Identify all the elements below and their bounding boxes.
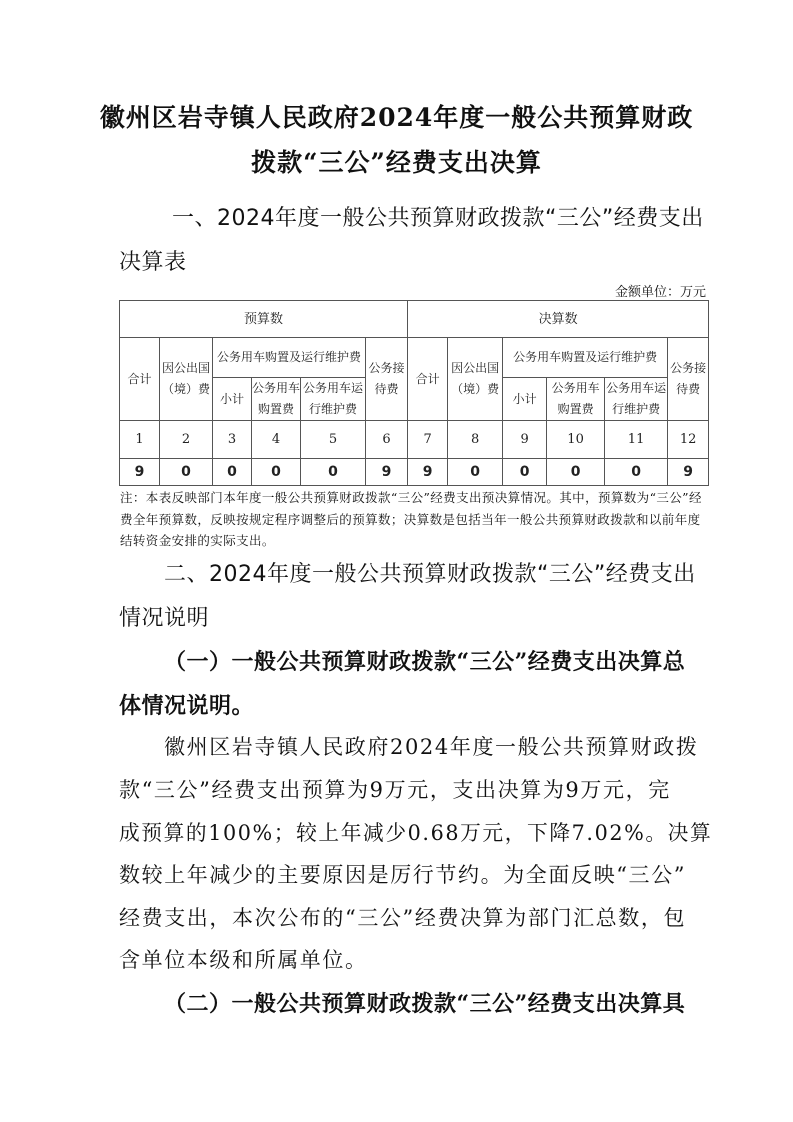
header-budget-operation-line-2: 行维护费	[308, 402, 357, 416]
section-2-heading-line-2: 情况说明	[119, 606, 210, 631]
header-final-purchase-line-2: 购置费	[557, 402, 594, 416]
paragraph-line: 徽州区岩寺镇人民政府2024年度一般公共预算财政拨	[164, 735, 699, 759]
paragraph-line: 含单位本级和所属单位。	[119, 948, 368, 972]
header-final-operation-line-1: 公务用车运	[606, 381, 667, 395]
header-final-abroad-line-2: （境）费	[451, 382, 500, 396]
header-budget-purchase-line-1: 公务用车	[252, 381, 301, 395]
column-number: 11	[605, 421, 668, 459]
header-final-abroad	[448, 338, 503, 421]
header-final-operation	[605, 378, 668, 421]
table-note: 注：本表反映部门本年度一般公共预算财政拨款“三公”经费支出预决算情况。其中，预算数为“三公”经费全年预算数，反映按规定程序调整后的预算数；决算数是包括当年一般公共预算财政拨款和以前年度结转资金安排的实际支出。	[120, 490, 702, 548]
header-final-reception	[668, 338, 709, 421]
header-budget-total: 合计	[120, 338, 160, 421]
header-budget-reception-line-2: 待费	[374, 382, 399, 396]
value-cell: 0	[160, 459, 213, 486]
header-budget-reception-line-1: 公务接	[368, 361, 405, 375]
value-cell: 0	[547, 459, 605, 486]
value-cell: 9	[408, 459, 448, 486]
header-final-vehicle: 公务用车购置及运行维护费	[503, 338, 668, 378]
column-number: 9	[503, 421, 547, 459]
paragraph-line: 成预算的100%；较上年减少0.68万元，下降7.02%。决算	[119, 821, 713, 845]
value-row	[120, 459, 709, 486]
column-number: 6	[366, 421, 408, 459]
value-cell: 0	[503, 459, 547, 486]
header-budget-operation-line-1: 公务用车运	[302, 381, 363, 395]
column-number: 2	[160, 421, 213, 459]
column-number: 8	[448, 421, 503, 459]
header-budget-group: 预算数	[120, 301, 408, 338]
unit-label: 金额单位：万元	[614, 285, 706, 300]
column-number: 4	[252, 421, 301, 459]
header-final-subtotal: 小计	[503, 378, 547, 421]
header-final-total: 合计	[408, 338, 448, 421]
value-cell: 0	[448, 459, 503, 486]
header-budget-purchase-line-2: 购置费	[257, 402, 294, 416]
subsection-2-heading-line-1: （二）一般公共预算财政拨款“三公”经费支出决算具	[164, 991, 686, 1017]
header-budget-subtotal: 小计	[213, 378, 252, 421]
value-cell: 9	[120, 459, 160, 486]
value-cell: 0	[213, 459, 252, 486]
header-budget-abroad-line-2: （境）费	[161, 382, 210, 396]
header-budget-reception	[366, 338, 408, 421]
header-budget-abroad	[160, 338, 213, 421]
header-final-reception-line-1: 公务接	[670, 361, 707, 375]
paragraph-line: 数较上年减少的主要原因是厉行节约。为全面反映“三公”	[119, 863, 687, 887]
paragraph-line: 款“三公”经费支出预算为9万元，支出决算为9万元，完	[119, 778, 671, 802]
document-title-line-1: 徽州区岩寺镇人民政府2024年度一般公共预算财政	[99, 103, 694, 132]
header-final-abroad-line-1: 因公出国	[451, 361, 500, 375]
column-number-row	[120, 421, 709, 459]
column-number: 1	[120, 421, 160, 459]
three-public-expenses-table	[119, 300, 709, 486]
header-budget-abroad-line-1: 因公出国	[161, 361, 210, 375]
section-1-heading-line-2: 决算表	[119, 250, 187, 275]
section-1-heading-line-1: 一、2024年度一般公共预算财政拨款“三公”经费支出	[172, 206, 704, 231]
header-final-operation-line-2: 行维护费	[612, 402, 661, 416]
header-budget-vehicle: 公务用车购置及运行维护费	[213, 338, 366, 378]
subsection-1-heading-line-1: （一）一般公共预算财政拨款“三公”经费支出决算总	[164, 649, 686, 675]
header-final-group: 决算数	[408, 301, 709, 338]
value-cell: 0	[252, 459, 301, 486]
header-final-purchase-line-1: 公务用车	[551, 381, 600, 395]
document-title-line-2: 拨款“三公”经费支出决算	[251, 148, 542, 177]
column-number: 7	[408, 421, 448, 459]
value-cell: 0	[301, 459, 366, 486]
column-number: 12	[668, 421, 709, 459]
header-budget-operation	[301, 378, 366, 421]
section-2-heading-line-1: 二、2024年度一般公共预算财政拨款“三公”经费支出	[164, 562, 696, 587]
column-number: 10	[547, 421, 605, 459]
column-number: 3	[213, 421, 252, 459]
header-final-reception-line-2: 待费	[676, 382, 701, 396]
column-number: 5	[301, 421, 366, 459]
header-budget-purchase	[252, 378, 301, 421]
value-cell: 0	[605, 459, 668, 486]
value-cell: 9	[366, 459, 408, 486]
subsection-1-heading-line-2: 体情况说明。	[119, 693, 255, 719]
header-final-purchase	[547, 378, 605, 421]
paragraph-line: 经费支出，本次公布的“三公”经费决算为部门汇总数，包	[119, 906, 687, 930]
value-cell: 9	[668, 459, 709, 486]
